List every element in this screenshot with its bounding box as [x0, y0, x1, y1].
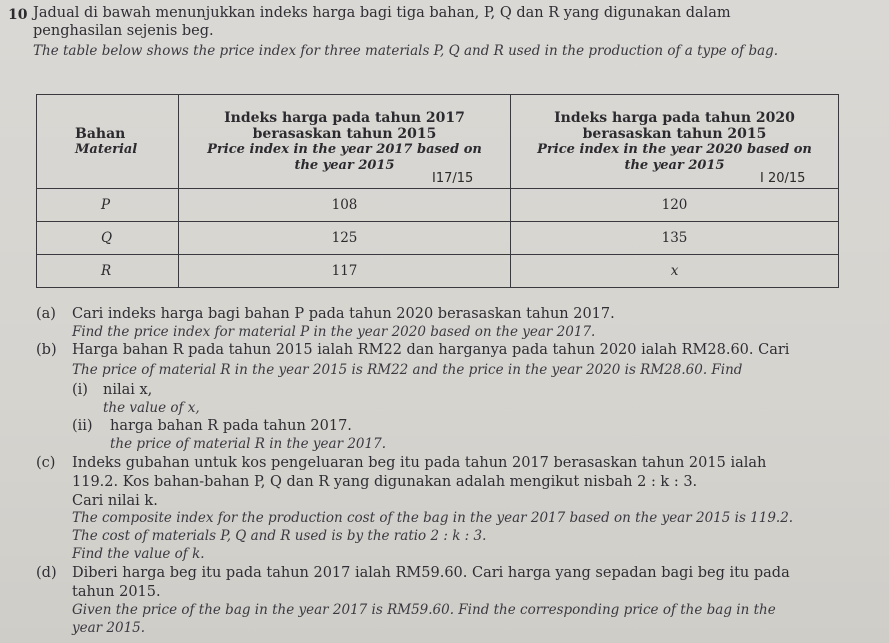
part-c-en-3: Find the value of k. — [72, 546, 205, 562]
material-cell: R — [37, 255, 179, 288]
part-d-label: (d) — [36, 565, 57, 581]
material-cell: P — [37, 189, 179, 222]
part-d-en-2: year 2015. — [72, 620, 146, 636]
part-d-ms-2: tahun 2015. — [72, 584, 161, 600]
part-c-ms-2: 119.2. Kos bahan-bahan P, Q dan R yang digunakan adalah mengikut nisbah 2 : k : 3. — [72, 474, 698, 490]
part-c-ms-3: Cari nilai k. — [72, 493, 158, 509]
part-a-label: (a) — [36, 306, 56, 322]
part-a-ms: Cari indeks harga bagi bahan P pada tahun 2020 berasaskan tahun 2017. — [72, 306, 615, 322]
header-material-ms: Bahan — [75, 125, 126, 142]
part-c-en-2: The cost of materials P, Q and R used is by the ratio 2 : k : 3. — [72, 528, 487, 544]
index-2017-cell: 117 — [179, 255, 511, 288]
part-b-en: The price of material R in the year 2015 is RM22 and the price in the year 2020 is RM28.60. Find — [72, 362, 743, 378]
header-2017-en-1: Price index in the year 2017 based on — [207, 142, 482, 157]
intro-ms-line2: penghasilan sejenis beg. — [33, 23, 214, 39]
part-c-label: (c) — [36, 455, 56, 471]
index-2020-cell: 120 — [511, 189, 839, 222]
header-2020-ms-2: berasaskan tahun 2015 — [582, 125, 767, 142]
part-bii-ms: harga bahan R pada tahun 2017. — [110, 418, 352, 434]
part-bi-en: the value of x, — [103, 400, 200, 416]
table-row — [37, 222, 839, 255]
part-d-en-1: Given the price of the bag in the year 2017 is RM59.60. Find the corresponding price of the bag in the — [72, 602, 776, 618]
question-number: 10 — [8, 7, 28, 23]
index-2020-cell: 135 — [511, 222, 839, 255]
part-d-ms-1: Diberi harga beg itu pada tahun 2017 ialah RM59.60. Cari harga yang sepadan bagi beg itu pada — [72, 565, 790, 581]
header-2020-en-1: Price index in the year 2020 based on — [537, 142, 812, 157]
table-row — [37, 189, 839, 222]
part-c-ms-1: Indeks gubahan untuk kos pengeluaran beg itu pada tahun 2017 berasaskan tahun 2015 ialah — [72, 455, 767, 471]
header-material-en: Material — [75, 141, 138, 157]
table-row — [37, 255, 839, 288]
price-index-table — [36, 94, 839, 288]
header-material — [37, 95, 179, 189]
intro-en: The table below shows the price index for three materials P, Q and R used in the production of a type of bag. — [33, 43, 779, 59]
material-cell: Q — [37, 222, 179, 255]
header-2017-en-2: the year 2015 — [294, 157, 395, 173]
part-bii-en: the price of material R in the year 2017. — [110, 436, 386, 452]
handwritten-note-2020: I 20/15 — [760, 171, 806, 186]
header-2017-ms-2: berasaskan tahun 2015 — [252, 125, 437, 142]
part-a-en: Find the price index for material P in the year 2020 based on the year 2017. — [72, 324, 596, 340]
header-2020-ms-1: Indeks harga pada tahun 2020 — [554, 109, 795, 126]
part-bi-label: (i) — [72, 382, 88, 398]
part-b-label: (b) — [36, 342, 57, 358]
part-bi-ms: nilai x, — [103, 382, 153, 398]
header-2017-ms-1: Indeks harga pada tahun 2017 — [224, 109, 465, 126]
part-bii-label: (ii) — [72, 418, 93, 434]
index-2020-cell: x — [511, 255, 839, 288]
handwritten-note-2017: I17/15 — [432, 171, 474, 186]
header-2020-en-2: the year 2015 — [624, 157, 725, 173]
intro-ms-line1: Jadual di bawah menunjukkan indeks harga bagi tiga bahan, P, Q dan R yang digunakan dalam — [33, 5, 731, 21]
part-b-ms: Harga bahan R pada tahun 2015 ialah RM22 dan harganya pada tahun 2020 ialah RM28.60. Cari — [72, 342, 790, 358]
index-2017-cell: 125 — [179, 222, 511, 255]
part-c-en-1: The composite index for the production cost of the bag in the year 2017 based on the year 2015 is 119.2. — [72, 510, 794, 526]
index-2017-cell: 108 — [179, 189, 511, 222]
